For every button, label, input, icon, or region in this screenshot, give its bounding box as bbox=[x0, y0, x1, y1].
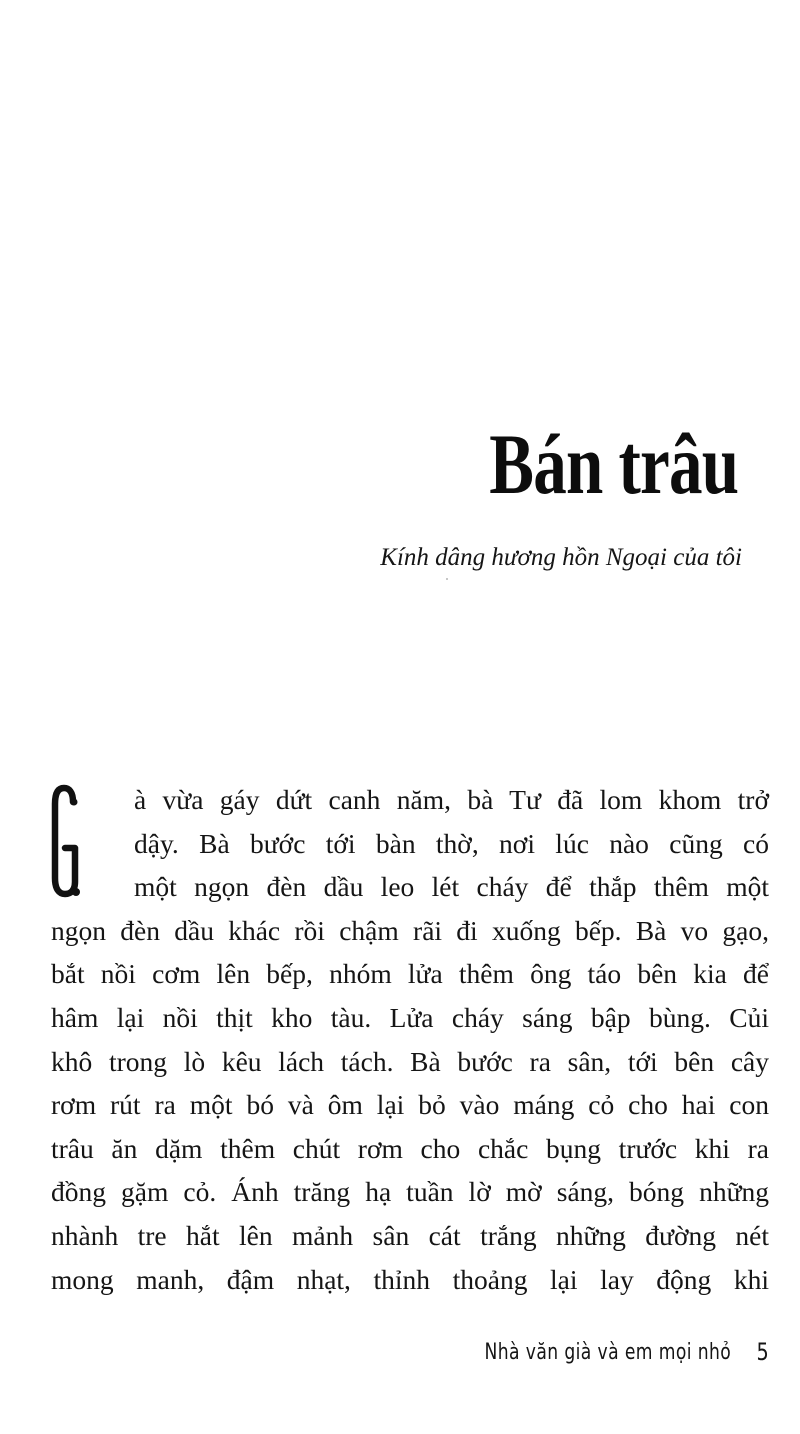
text-line: à vừa gáy dứt canh năm, bà Tư đã lom khom trở bbox=[134, 784, 769, 815]
text-line: dậy. Bà bước tới bàn thờ, nơi lúc nào cũng có bbox=[134, 827, 769, 859]
text-line: khô trong lò kêu lách tách. Bà bước ra sân, tới bên cây bbox=[51, 1045, 769, 1077]
text-line: hâm lại nồi thịt kho tàu. Lửa cháy sáng bập bùng. Củi bbox=[51, 1001, 769, 1033]
page-footer bbox=[415, 1332, 770, 1372]
body-paragraph bbox=[51, 778, 769, 1301]
text-line: đồng gặm cỏ. Ánh trăng hạ tuần lờ mờ sáng, bóng những bbox=[51, 1176, 769, 1208]
text-line: ngọn đèn dầu khác rồi chậm rãi đi xuống bếp. Bà vo gạo, bbox=[51, 914, 769, 946]
print-speck bbox=[446, 578, 448, 580]
chapter-title: Bán trâu bbox=[488, 416, 738, 512]
text-line: bắt nồi cơm lên bếp, nhóm lửa thêm ông táo bên kia để bbox=[51, 958, 769, 990]
text-line: nhành tre hắt lên mảnh sân cát trắng những đường nét bbox=[51, 1219, 769, 1251]
page-number: 5 bbox=[756, 1338, 769, 1366]
text-line: mong manh, đậm nhạt, thỉnh thoảng lại lay động khi bbox=[51, 1263, 769, 1295]
text-line: trâu ăn dặm thêm chút rơm cho chắc bụng trước khi ra bbox=[51, 1132, 769, 1164]
text-line: rơm rút ra một bó và ôm lại bỏ vào máng cỏ cho hai con bbox=[51, 1089, 769, 1121]
dedication: Kính dâng hương hồn Ngoại của tôi bbox=[380, 544, 742, 571]
text-line: một ngọn đèn dầu leo lét cháy để thắp thêm một bbox=[134, 871, 769, 903]
running-title: Nhà văn già và em mọi nhỏ bbox=[484, 1339, 731, 1365]
